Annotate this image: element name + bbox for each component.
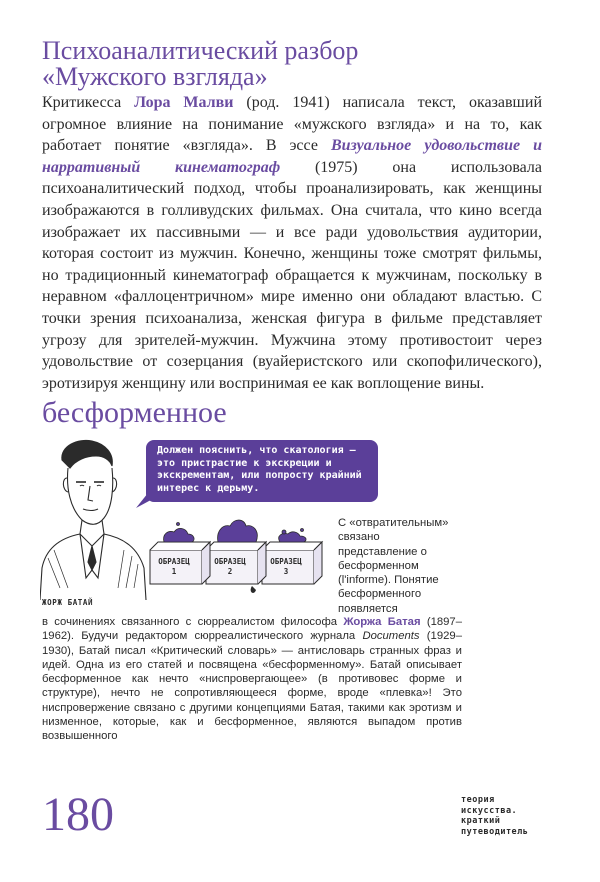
body2-part1: в сочинениях связанного с сюрреалистом философа xyxy=(42,616,344,628)
page-number: 180 xyxy=(42,788,114,841)
body2-part2: (1897–1962). Будучи редактором сюрреалистического журнала xyxy=(42,616,462,643)
sample-blobs xyxy=(164,520,306,542)
bataille-paragraph xyxy=(42,615,462,744)
mulvey-paragraph xyxy=(42,92,542,394)
informe-heading: бесформенное xyxy=(42,396,227,429)
sample-label-3 xyxy=(262,557,310,577)
para-after-name: (род. 1941) написала текст, оказавший огромное влияние на понимание «мужского взгляда» и на то, как работает понятие «взгляда». В эссе xyxy=(42,94,543,155)
para-rest: (1975) она использовала психоаналитический подход, чтобы проанализировать, как женщины изображаются в голливудских фильмах. Она считала, что кино всегда изображает их пассивными — и все ради удовольствия аудитории, которая состоит из мужчин. Конечно, женщины тоже смотрят фильмы, но традиционный кинематограф обращается к мужчинам, поскольку в неравном «фаллоцентричном» мире именно они обладают властью. С точки зрения психоанализа, женская фигура в фильме представляет угрозу для зрителей-мужчин. Мужчина этому противостоит через удовольствие от созерцания (вуайеристского или скопофилического), эротизируя женщину или воспринимая ее как воплощение вины. xyxy=(42,158,543,392)
sample-label-2 xyxy=(206,557,254,577)
book-title-line-3: краткий xyxy=(461,816,501,826)
mulvey-name: Лора Малви xyxy=(134,94,234,111)
sample-1-number: 1 xyxy=(171,567,177,576)
section-heading xyxy=(42,38,542,90)
sample-3-label: ОБРАЗЕЦ xyxy=(270,557,302,566)
informe-side-text: С «отвратительным» связано представление о бесформенном (l'informe). Понятие бесформенного появляется xyxy=(338,517,449,615)
heading-line-2: «Мужского взгляда» xyxy=(42,62,268,91)
sample-3-number: 3 xyxy=(283,567,289,576)
sample-2-label: ОБРАЗЕЦ xyxy=(214,557,246,566)
book-title-line-2: искусства. xyxy=(461,805,518,816)
sample-2-number: 2 xyxy=(227,567,233,576)
bataille-name: Жоржа Батая xyxy=(343,616,421,628)
bataille-portrait xyxy=(40,440,146,600)
heading-line-1: Психоаналитический разбор xyxy=(42,36,359,65)
drip-icon xyxy=(251,586,256,593)
body2-part3: (1929–1930), Батай писал «Критический словарь» — антисловарь странных фраз и идей. Одна из его статей и посвящена «бесформенному». Батай описывает бесформенное как нечто «ниспровергающее» (в противовес форме и структуре), нечто не сопротивляющееся форме, вроде «плевка»! Это ниспровержение связано с другими концепциями Батая, такими как эротизм и низменное, которые, как и бесформенное, являются выпадом против возвышенного xyxy=(42,630,462,743)
para-intro: Критикесса xyxy=(42,94,135,111)
journal-title: Documents xyxy=(362,630,420,643)
sample-1-label: ОБРАЗЕЦ xyxy=(158,557,190,566)
book-title-line-4: путеводитель xyxy=(461,826,529,837)
sample-label-1 xyxy=(150,557,198,577)
illustration-caption: ЖОРЖ БАТАЙ xyxy=(42,598,94,607)
book-title xyxy=(461,795,528,837)
book-title-line-1: теория xyxy=(461,795,495,805)
essay-title: Визуальное удовольствие и нарративный кинематограф xyxy=(42,137,542,176)
speech-bubble-text: Должен пояснить, что скатология — это пристрастие к экскреции и экскрементам, или попросту крайний интерес к дерьму. xyxy=(157,445,362,494)
